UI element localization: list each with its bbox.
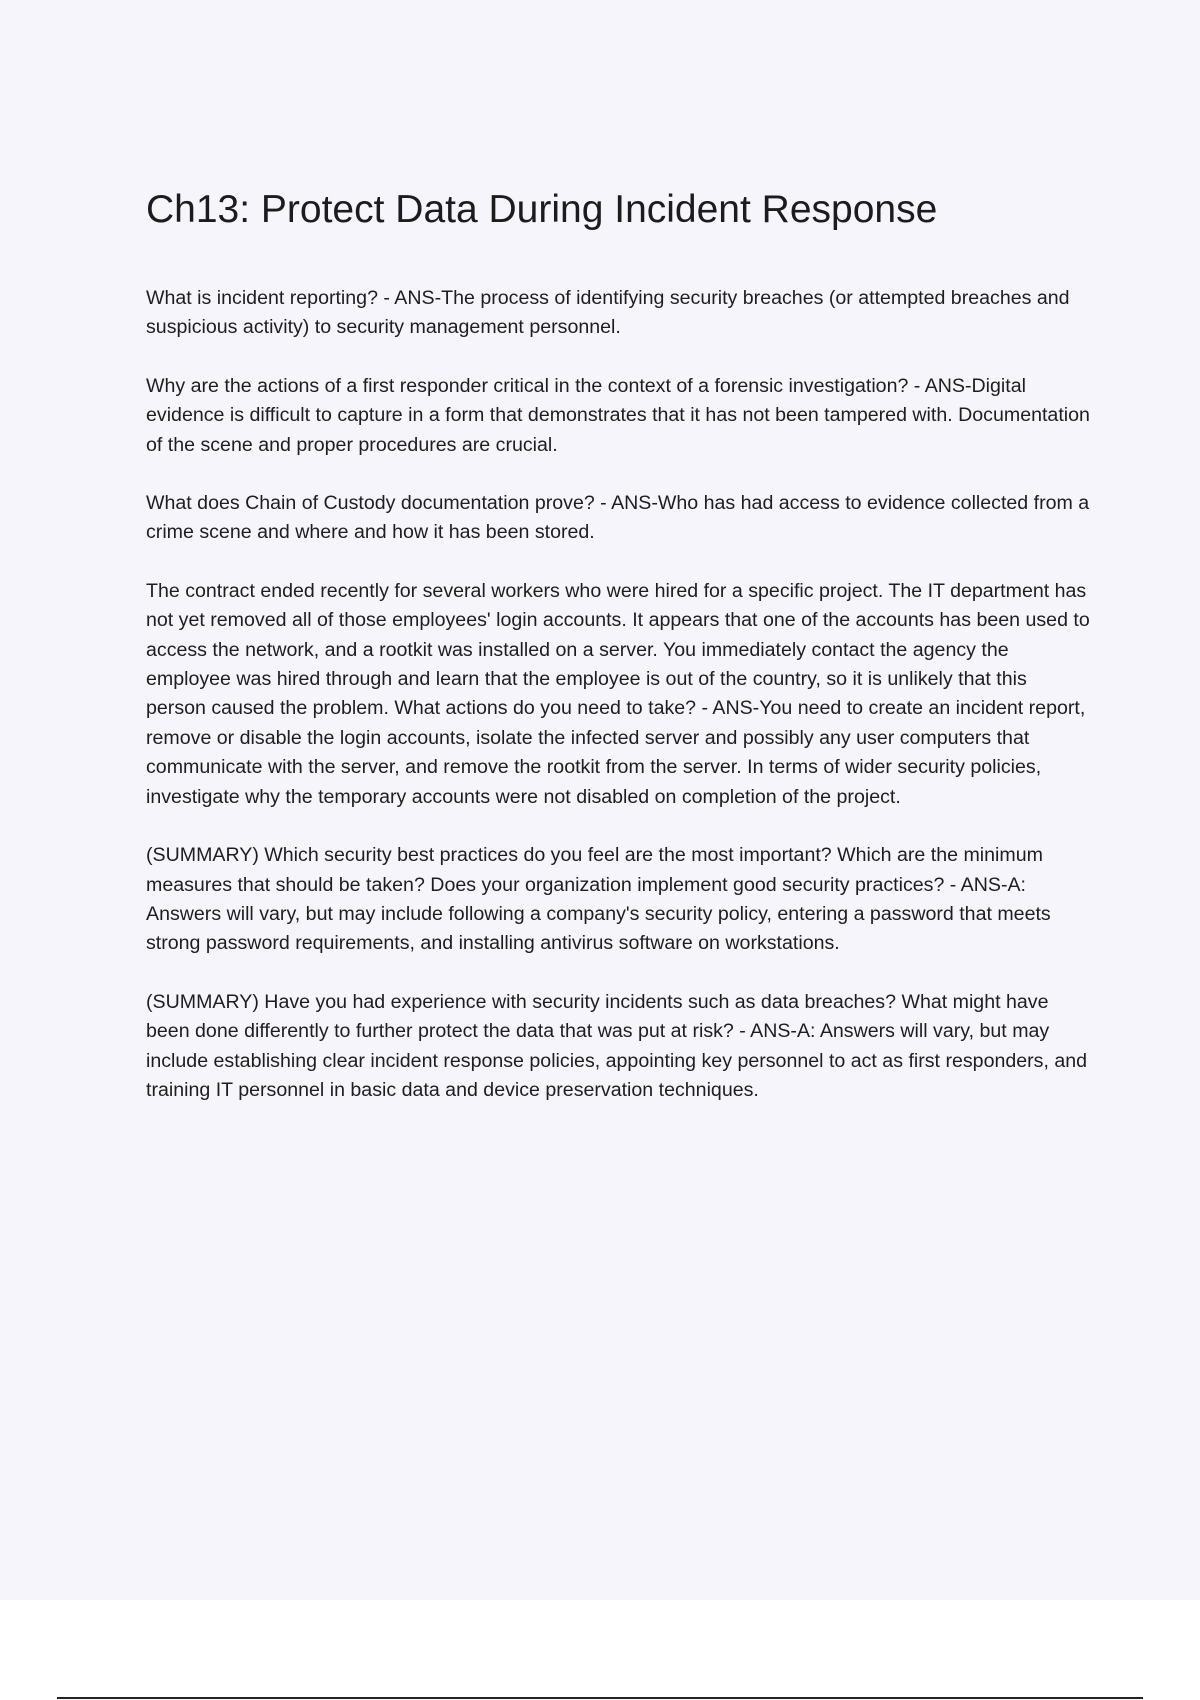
page-title: Ch13: Protect Data During Incident Response — [146, 188, 938, 231]
footer-divider — [57, 1697, 1143, 1699]
qa-paragraph-6: (SUMMARY) Have you had experience with security incidents such as data breaches? What might have been done differently to further protect the data that was put at risk? - ANS-A: Answers will vary, but may include establishing clear incident response policies, appointing key personnel to act as first responders, and training IT personnel in basic data and device preservation techniques. — [146, 990, 1088, 1101]
qa-paragraph-1: What is incident reporting? - ANS-The process of identifying security breaches (or attempted breaches and suspicious activity) to security management personnel. — [146, 287, 1070, 339]
document-content — [146, 186, 1091, 1134]
qa-paragraph-5: (SUMMARY) Which security best practices do you feel are the most important? Which are the minimum measures that should be taken? Does your organization implement good security practices? - ANS-A: Answers will vary, but may include following a company's security policy, entering a password that meets strong password requirements, and installing antivirus software on workstations. — [146, 844, 1051, 955]
qa-paragraph-4: The contract ended recently for several workers who were hired for a specific project. The IT department has not yet removed all of those employees' login accounts. It appears that one of the accounts has been used to access the network, and a rootkit was installed on a server. You immediately contact the agency the employee was hired through and learn that the employee is out of the country, so it is unlikely that this person caused the problem. What actions do you need to take? - ANS-You need to create an incident report, remove or disable the login accounts, isolate the infected server and possibly any user computers that communicate with the server, and remove the rootkit from the server. In terms of wider security policies, investigate why the temporary accounts were not disabled on completion of the project. — [146, 579, 1090, 808]
qa-paragraph-3: What does Chain of Custody documentation prove? - ANS-Who has had access to evidence collected from a crime scene and where and how it has been stored. — [146, 492, 1090, 544]
qa-paragraph-2: Why are the actions of a first responder critical in the context of a forensic investigation? - ANS-Digital evidence is difficult to capture in a form that demonstrates that it has not been tampered with. Documentation of the scene and proper procedures are crucial. — [146, 374, 1090, 456]
